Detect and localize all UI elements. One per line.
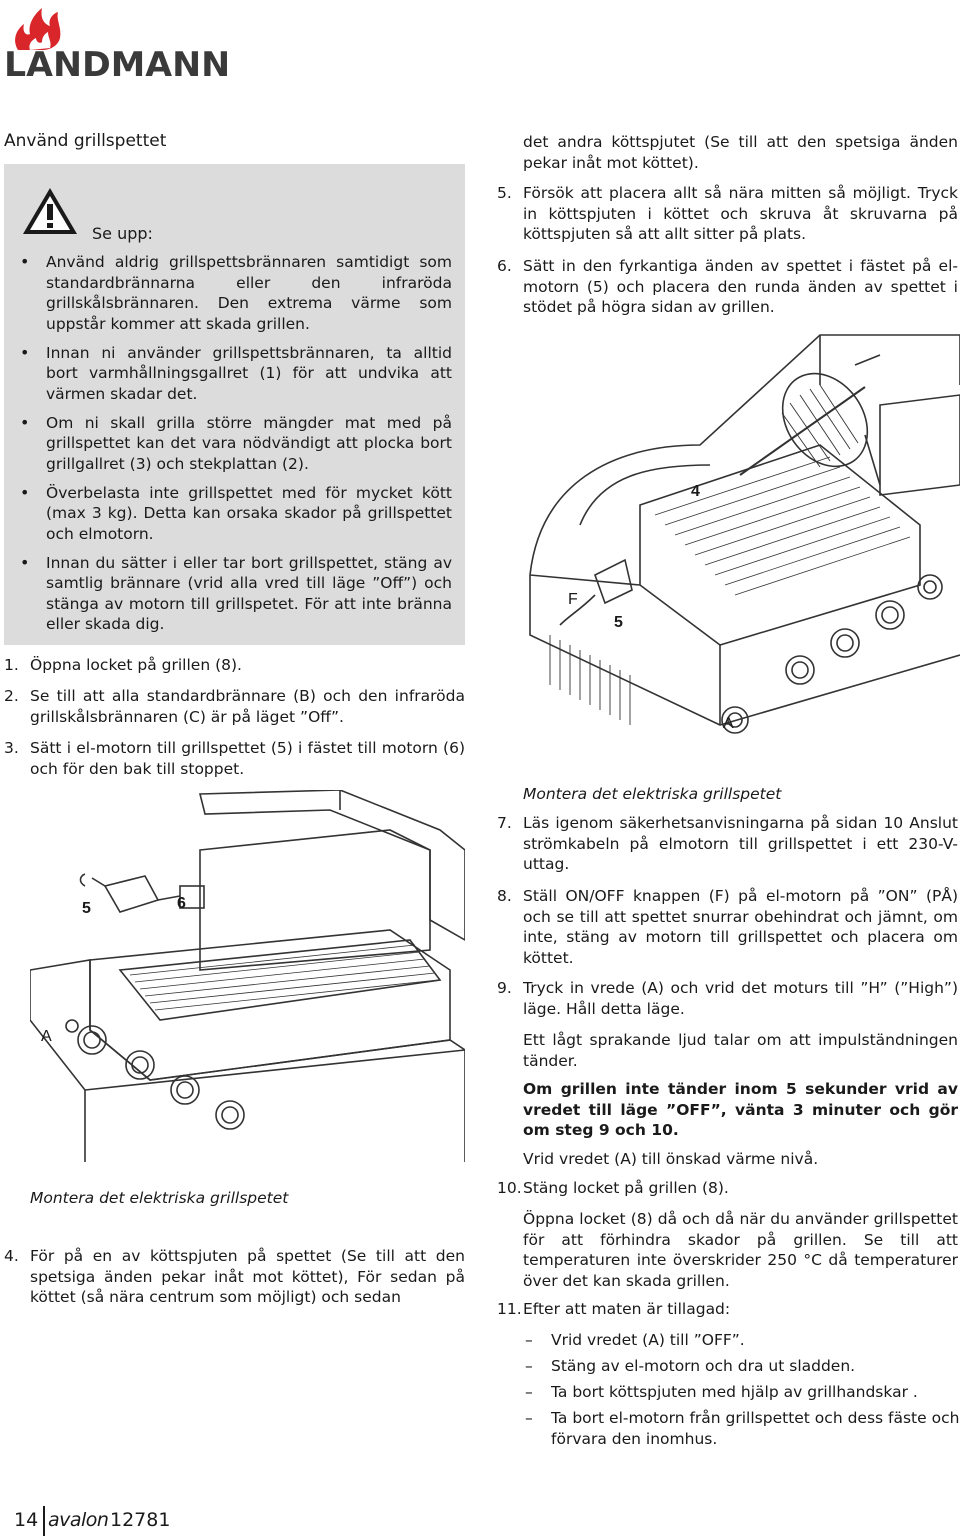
step-11-list: [523, 1330, 960, 1455]
step-5: 5. Försök att placera allt så nära mitten så möjligt. Tryck in köttspjuten i köttet och skruva åt skruvarna på köttspjuten så att allt sitter på plats.: [497, 184, 958, 243]
section-title: Använd grillspettet: [4, 131, 167, 151]
list-item: – Ta bort el-motorn från grillspettet och dess fäste och förvara den inomhus.: [525, 1409, 960, 1448]
warning-item: • Använd aldrig grillspettsbrännaren samtidigt som standardbrännarna eller den infraröda grillskålsbrännaren. Den extrema värme som uppstår kommer att skada grillen.: [20, 252, 452, 333]
label-f: F: [568, 591, 578, 608]
grill-motor-illustration: [30, 790, 465, 1162]
model-number: 12781: [110, 1509, 171, 1531]
label-a: A: [41, 1028, 52, 1045]
figure-right-caption: Montera det elektriska grillspetet: [523, 785, 782, 803]
label-5: 5: [82, 900, 91, 917]
grill-spit-illustration: [520, 325, 960, 775]
step-2: 2. Se till att alla standardbrännare (B) och den infraröda grillskålsbrännaren (C) är på läget ”Off”.: [4, 687, 465, 726]
step-6: 6. Sätt in den fyrkantiga änden av spettet i fästet på el-motorn (5) och placera den runda änden av spettet i stödet på högra sidan av grillen.: [497, 257, 958, 316]
list-item: – Stäng av el-motorn och dra ut sladden.: [525, 1357, 856, 1375]
step-4-continued: det andra köttspjutet (Se till att den spetsiga änden pekar inåt mot köttet).: [523, 133, 958, 172]
step-9-warning: Om grillen inte tänder inom 5 sekunder vrid av vredet till läge ”OFF”, vänta 3 minuter och gör om steg 9 och 10.: [523, 1080, 958, 1139]
landmann-logo: [4, 4, 264, 85]
step-3: 3. Sätt i el-motorn till grillspettet (5) i fästet till motorn (6) och för den bak till stoppet.: [4, 739, 465, 778]
figure-left-caption: Montera det elektriska grillspetet: [30, 1189, 289, 1207]
step-8: 8. Ställ ON/OFF knappen (F) på el-motorn på ”ON” (PÅ) och se till att spettet snurrar obehindrat och jämnt, om inte, stäng av motorn till grillspettet och placera om köttet.: [497, 887, 958, 967]
page-number: 14: [14, 1509, 39, 1531]
label-6: 6: [177, 895, 186, 912]
warning-item: • Innan du sätter i eller tar bort grillspettet, stäng av samtlig brännare (vrid alla vred till läge ”Off”) och stänga av motorn till grillspetet. För att inte bränna eller skada dig.: [20, 552, 452, 633]
warning-list: [20, 252, 452, 643]
label-5-right: 5: [614, 614, 623, 631]
list-item: – Vrid vredet (A) till ”OFF”.: [525, 1331, 745, 1349]
series-name: avalon: [48, 1509, 109, 1531]
step-10-note: Öppna locket (8) då och då när du använder grillspettet för att förhindra skador på grillen. Se till att temperaturen inte överskrider 250 °C då temperaturer över det kan skada grillen.: [523, 1210, 958, 1290]
label-a-right: A: [723, 715, 734, 732]
warning-item: • Innan ni använder grillspettsbrännaren, ta alltid bort varmhållningsgallret (1) för att undvika att värmen skadar det.: [20, 342, 452, 403]
warning-triangle-icon: [21, 186, 79, 236]
step-7: 7. Läs igenom säkerhetsanvisningarna på sidan 10 Anslut strömkabeln på elmotorn till grillspettet i ett 230-V-uttag.: [497, 814, 958, 873]
step-9: 9. Tryck in vrede (A) och vrid det moturs till ”H” (”High”) läge. Håll detta läge.: [497, 979, 958, 1018]
label-4: 4: [691, 483, 700, 500]
step-9-note-2: Vrid vredet (A) till önskad värme nivå.: [523, 1150, 819, 1168]
warning-item: • Överbelasta inte grillspettet med för mycket kött (max 3 kg). Detta kan orsaka skador på grillspettet och elmotorn.: [20, 482, 452, 543]
logo-wordmark: LANDMANN: [4, 45, 231, 85]
warning-item: • Om ni skall grilla större mängder mat med på grillspettet kan det vara nödvändigt att plocka bort grillgallret (3) och stekplattan (2).: [20, 412, 452, 473]
warning-label: Se upp:: [92, 224, 153, 243]
footer-divider: [43, 1506, 45, 1536]
step-9-note-1: Ett lågt sprakande ljud talar om att impulständningen tänder.: [523, 1031, 958, 1070]
step-4: 4. För på en av köttspjuten på spettet (Se till att den spetsiga änden pekar inåt mot köttet), För sedan på köttet (så nära centrum som möjligt) och sedan: [4, 1247, 465, 1306]
list-item: – Ta bort köttspjuten med hjälp av grillhandskar .: [525, 1383, 918, 1401]
